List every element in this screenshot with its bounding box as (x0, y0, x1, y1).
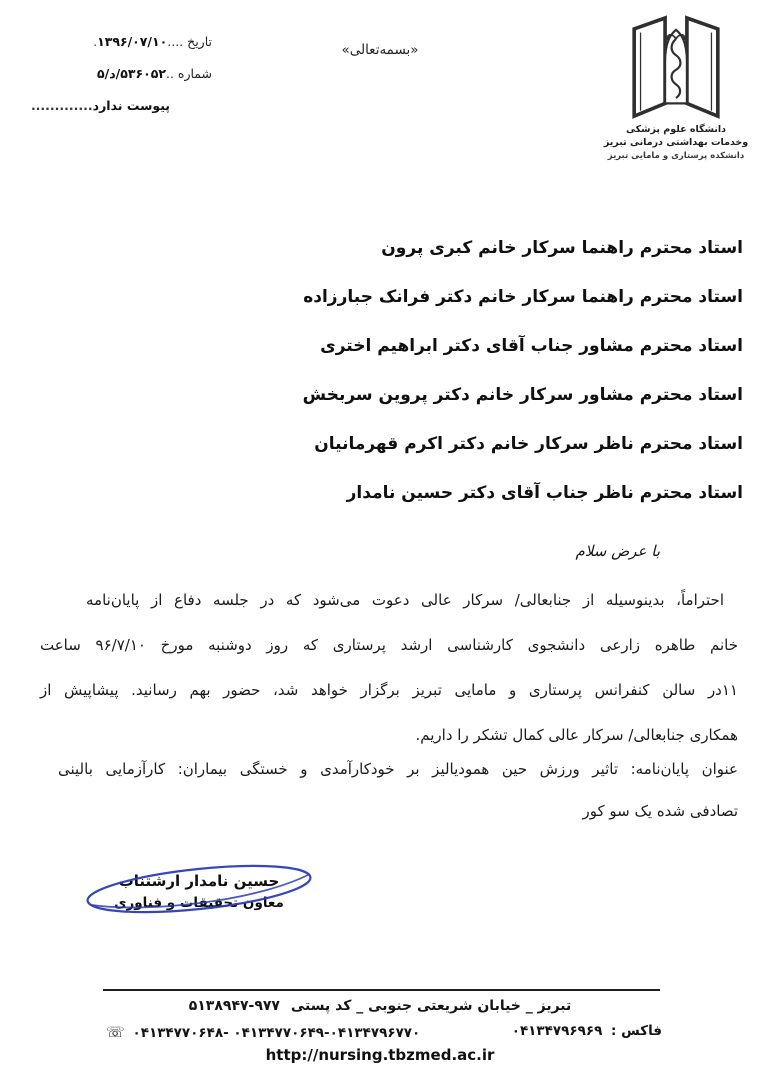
footer-postal-code: ۵۱۳۸۹۴۷-۹۷۷ (188, 998, 280, 1014)
footer-phones (106, 1023, 420, 1041)
date-dots: .... (167, 34, 188, 49)
attachment-text: پیوست ندارد (92, 98, 170, 113)
recipient-line-1: استاد محترم راهنما سرکار خانم کبری پرون (381, 238, 743, 258)
date-tail-dot: . (93, 34, 98, 49)
date-label: تاریخ (187, 34, 212, 49)
thesis-title-line-1: عنوان پایان‌نامه: تاثیر ورزش حین همودیالیز بر خودکارآمدی و خستگی بیماران: کارآزمایی بالینی (58, 760, 738, 778)
body-line-4: همکاری جنابعالی/ سرکار عالی کمال تشکر را داریم. (415, 726, 738, 744)
footer-divider (103, 989, 660, 991)
body-line-2: خانم طاهره زارعی دانشجوی کارشناسی ارشد پرستاری که روز دوشنبه مورخ ۹۶/۷/۱۰ ساعت (40, 636, 738, 654)
university-logo (596, 12, 756, 162)
recipient-line-4: استاد محترم مشاور سرکار خانم دکتر پروین سربخش (302, 385, 743, 405)
phone-icon: ☏ (106, 1023, 125, 1041)
body-line-1: احتراماً، بدینوسیله از جنابعالی/ سرکار عالی دعوت می‌شود که در جلسه دفاع از پایان‌نامه (86, 591, 724, 609)
salutation-text: با عرض سلام (575, 542, 660, 560)
footer-phone-numbers: ۰۴۱۳۴۷۷۰۶۴۸- ۰۴۱۳۴۷۷۰۶۴۹-۰۴۱۳۴۷۹۶۷۷۰ (132, 1025, 421, 1041)
besmellah-text: «بسمه‌تعالی» (341, 42, 419, 58)
signature-ink-icon (80, 859, 318, 925)
thesis-title-line-2: تصادفی شده یک سو کور (582, 802, 738, 820)
footer-address-row (0, 998, 760, 1014)
body-paragraph (40, 578, 738, 758)
logo-emblem-icon (616, 12, 736, 124)
attachment-dots: ............. (30, 98, 93, 113)
recipient-line-2: استاد محترم راهنما سرکار خانم دکتر فرانک جبارزاده (303, 287, 743, 307)
attachment-row (12, 94, 170, 117)
number-row (12, 62, 212, 85)
number-label: شماره (177, 66, 212, 81)
signature-block (92, 872, 306, 911)
thesis-title (58, 748, 738, 832)
body-line-3: ۱۱در سالن کنفرانس پرستاری و مامایی تبریز برگزار خواهد شد، حضور بهم رسانید. پیشاپیش از (40, 681, 738, 699)
footer-website: http://nursing.tbzmed.ac.ir (265, 1046, 495, 1064)
logo-university-name: دانشگاه علوم پزشکی (626, 124, 726, 135)
recipients-list (60, 236, 743, 530)
date-value: ۱۳۹۶/۰۷/۱۰ (97, 34, 168, 49)
recipient-line-6: استاد محترم ناظر جناب آقای دکتر حسین نامدار (346, 483, 743, 503)
footer-fax (512, 1023, 662, 1041)
footer-fax-number: ۰۴۱۳۴۷۹۶۹۶۹ (511, 1023, 603, 1039)
footer-address: تبریز _ خیابان شریعتی جنوبی _ کد پستی (290, 998, 572, 1014)
recipient-line-5: استاد محترم ناظر سرکار خانم دکتر اکرم قهرمانیان (314, 434, 743, 454)
number-dots: .. (165, 66, 178, 81)
logo-faculty-name: دانشکده پرستاری و مامایی تبریز (607, 150, 745, 161)
footer-fax-label: فاکس : (611, 1023, 662, 1039)
signatory-name: حسین نامدار ارشتناب (118, 872, 280, 890)
number-value: ۵/د/۵۳۶۰۵۲ (97, 66, 166, 81)
recipient-line-3: استاد محترم مشاور جناب آقای دکتر ابراهیم اختری (320, 336, 743, 356)
logo-services-line: وخدمات بهداشتی درمانی تبریز (603, 136, 749, 148)
signatory-role: معاون تحقیقات و فناوری (114, 895, 284, 911)
footer-contact-row (106, 1023, 662, 1041)
